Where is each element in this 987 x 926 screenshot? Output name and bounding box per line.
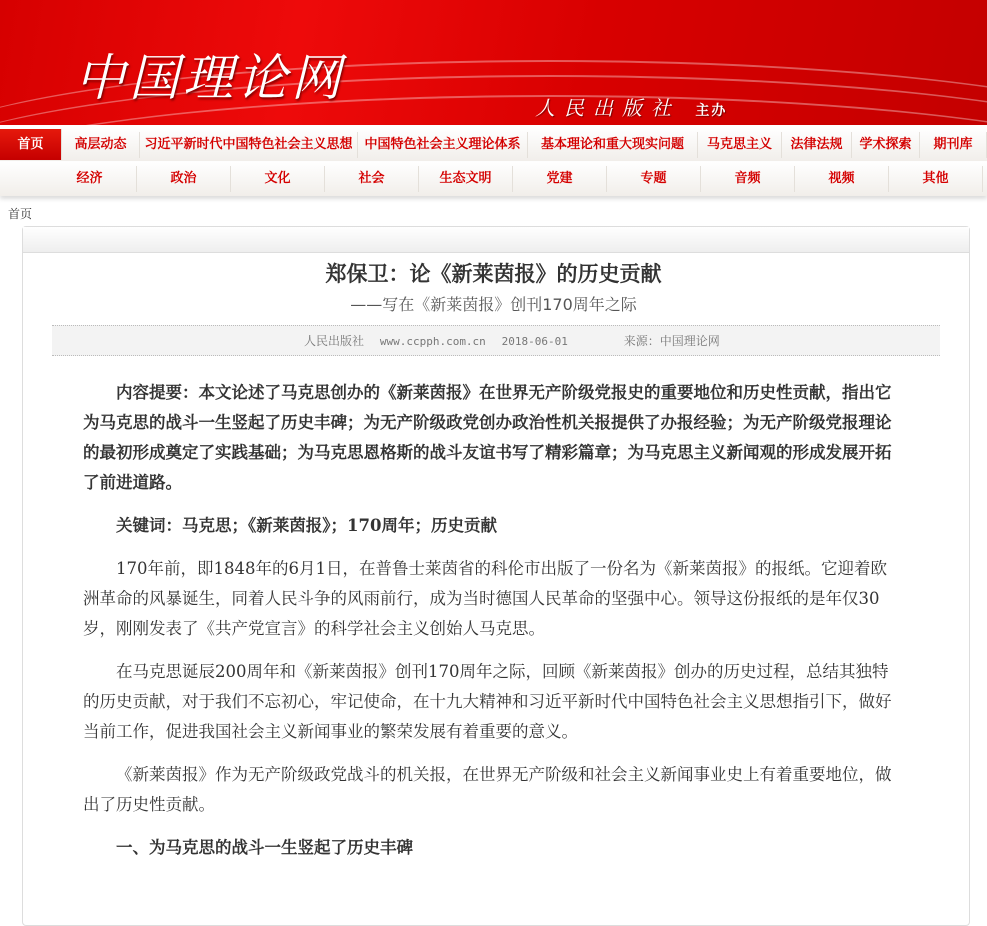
article-source: 来源：中国理论网	[623, 334, 720, 348]
nav-item[interactable]: 马克思主义	[698, 132, 782, 158]
article-body	[83, 378, 903, 876]
nav-item[interactable]: 文化	[231, 166, 325, 192]
nav-item[interactable]: 基本理论和重大现实问题	[528, 132, 698, 158]
nav-item[interactable]: 音频	[701, 166, 795, 192]
paragraph: 内容提要：本文论述了马克思创办的《新莱茵报》在世界无产阶级党报史的重要地位和历史性贡献，指出它为马克思的战斗一生竖起了历史丰碑；为无产阶级政党创办政治性机关报提供了办报经验；为无产阶级党报理论的最初形成奠定了实践基础；为马克思恩格斯的战斗友谊书写了精彩篇章；为马克思主义新闻观的形成发展开拓了前进道路。	[83, 383, 892, 492]
publisher: 人民出版社	[304, 334, 365, 348]
paragraph: 关键词：马克思；《新莱茵报》；170周年；历史贡献	[116, 516, 497, 535]
nav-item[interactable]: 学术探索	[852, 132, 920, 158]
paragraph: 在马克思诞辰200周年和《新莱茵报》创刊170周年之际，回顾《新莱茵报》创办的历史过程，总结其独特的历史贡献，对于我们不忘初心，牢记使命，在十九大精神和习近平新时代中国特色社会主义思想指引下，做好当前工作，促进我国社会主义新闻事业的繁荣发展有着重要的意义。	[83, 662, 892, 741]
nav-item[interactable]: 首页	[0, 129, 62, 160]
breadcrumb[interactable]: 首页	[8, 207, 33, 221]
paragraph: 《新莱茵报》作为无产阶级政党战斗的机关报，在世界无产阶级和社会主义新闻事业史上有着重要地位，做出了历史性贡献。	[83, 765, 892, 814]
nav-item[interactable]: 生态文明	[419, 166, 513, 192]
paragraph: 一、为马克思的战斗一生竖起了历史丰碑	[116, 838, 413, 857]
site-banner	[0, 0, 987, 125]
nav-item[interactable]: 社会	[325, 166, 419, 192]
primary-nav	[0, 128, 987, 161]
nav-item[interactable]: 法律法规	[782, 132, 852, 158]
nav-item[interactable]: 中国特色社会主义理论体系	[358, 132, 528, 158]
nav-item[interactable]: 习近平新时代中国特色社会主义思想	[140, 132, 358, 158]
nav-item[interactable]: 视频	[795, 166, 889, 192]
nav-item[interactable]: 经济	[43, 166, 137, 192]
site-logo[interactable]: 中国理论网	[75, 49, 345, 107]
sponsor-text: 人民出版社 主办	[535, 96, 728, 120]
publish-date: 2018-06-01	[501, 335, 568, 348]
nav-item[interactable]: 其他	[889, 166, 983, 192]
nav-item[interactable]: 期刊库	[920, 132, 987, 158]
website: www.ccpph.com.cn	[379, 335, 486, 348]
nav-item[interactable]: 专题	[607, 166, 701, 192]
paragraph: 170年前，即1848年的6月1日，在普鲁士莱茵省的科伦市出版了一份名为《新莱茵报》的报纸。它迎着欧洲革命的风暴诞生，同着人民斗争的风雨前行，成为当时德国人民革命的坚强中心。领导这份报纸的是年仅30岁，刚刚发表了《共产党宣言》的科学社会主义创始人马克思。	[83, 559, 887, 638]
nav-item[interactable]: 高层动态	[62, 132, 140, 158]
article-title: 郑保卫：论《新莱茵报》的历史贡献	[325, 262, 662, 286]
nav-item[interactable]: 党建	[513, 166, 607, 192]
nav-item[interactable]: 政治	[137, 166, 231, 192]
article-meta	[52, 325, 940, 356]
secondary-nav	[0, 162, 987, 196]
article-subtitle: ——写在《新莱茵报》创刊170周年之际	[350, 295, 637, 314]
